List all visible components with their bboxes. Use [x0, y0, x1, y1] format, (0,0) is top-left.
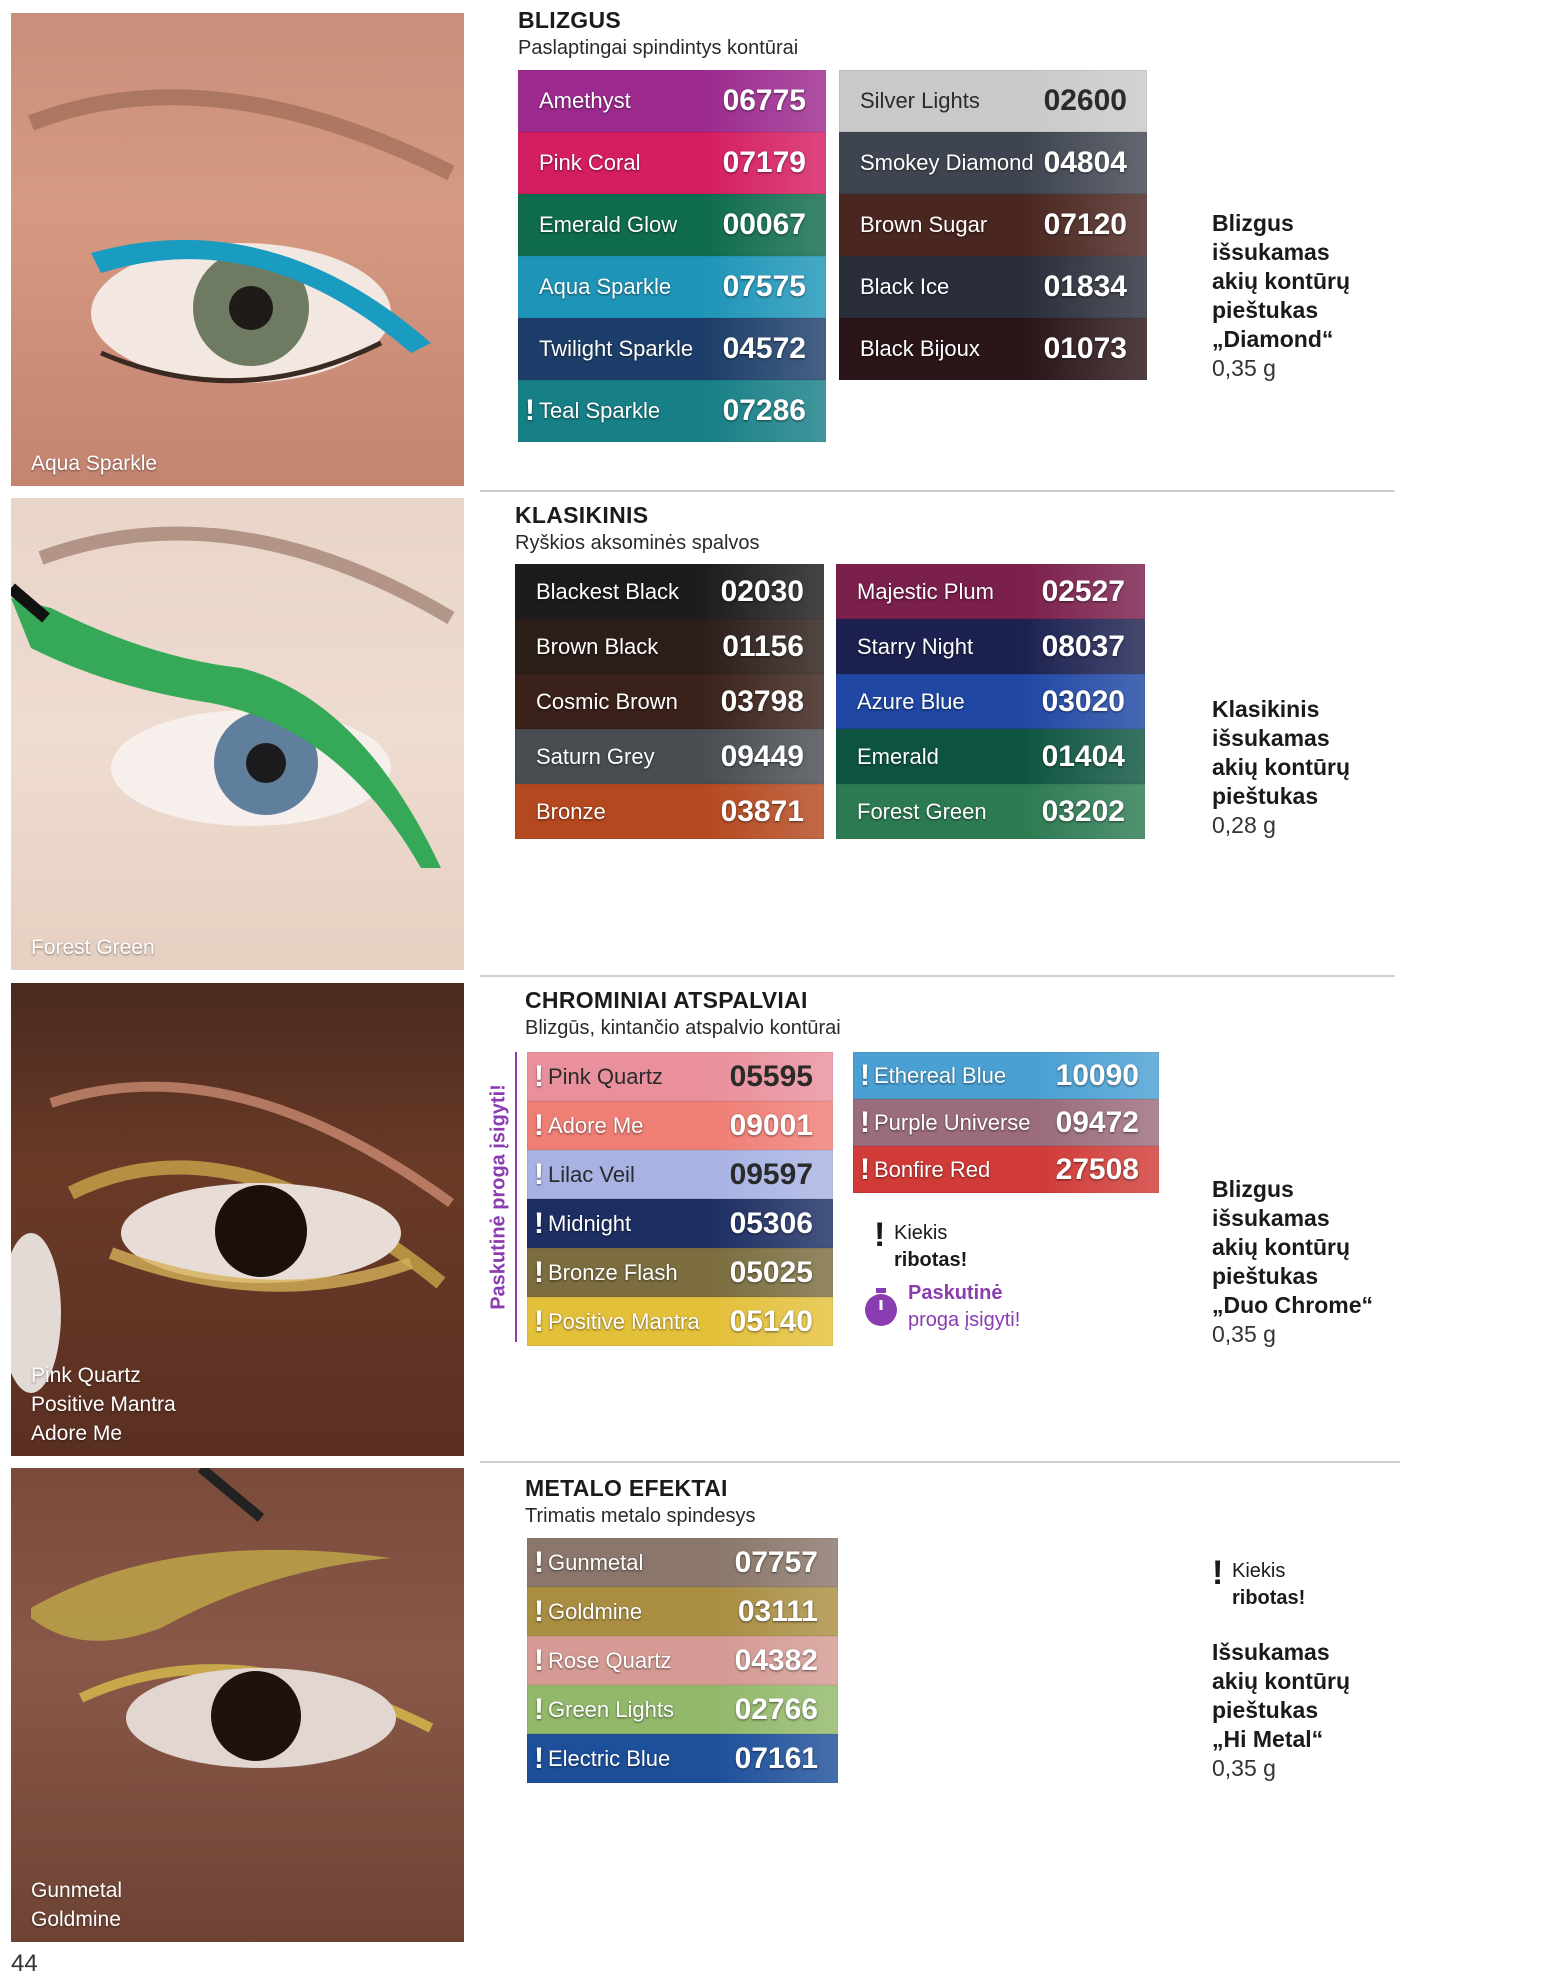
- product-weight: 0,35 g: [1212, 355, 1276, 381]
- shade-name: Ethereal Blue: [874, 1062, 1007, 1088]
- product-name-line: pieštukas: [1212, 783, 1319, 809]
- shade-code: 07757: [734, 1545, 818, 1579]
- exclamation-icon: !: [534, 1304, 544, 1338]
- shade-code: 04572: [722, 332, 806, 365]
- shade-list: [527, 1052, 833, 1346]
- shade-list: [836, 564, 1145, 839]
- last-chance-note: Paskutinė proga įsigyti!: [862, 1280, 1020, 1334]
- section-divider: [480, 975, 1395, 977]
- shade-swatch: [853, 1052, 1159, 1099]
- photo-caption: Pink Quartz Positive Mantra Adore Me: [31, 1364, 176, 1445]
- photo-caption: Aqua Sparkle: [31, 452, 158, 475]
- shade-code: 05306: [729, 1206, 813, 1240]
- product-name-line: išsukamas: [1212, 725, 1330, 751]
- exclamation-icon: !: [534, 1594, 544, 1628]
- shade-code: 09001: [729, 1108, 813, 1142]
- shade-code: 09449: [720, 739, 804, 773]
- shade-swatch: [527, 1101, 833, 1150]
- shade-swatch: [527, 1636, 838, 1685]
- shade-code: 01834: [1043, 270, 1127, 303]
- product-weight: 0,35 g: [1212, 1321, 1276, 1347]
- shade-name: Bronze: [536, 798, 606, 824]
- shade-swatch: [518, 380, 826, 442]
- exclamation-icon: !: [534, 1643, 544, 1677]
- shade-code: 02766: [734, 1692, 818, 1726]
- shade-code: 03798: [720, 684, 804, 718]
- shade-swatch: [839, 194, 1147, 256]
- eye-illustration: [11, 13, 464, 486]
- product-name-line: akių kontūrų: [1212, 1234, 1351, 1260]
- shade-swatch: [839, 70, 1147, 132]
- product-description: [1212, 1175, 1373, 1349]
- shade-code: 07120: [1043, 208, 1127, 241]
- shade-swatch: [527, 1199, 833, 1248]
- shade-code: 07575: [722, 270, 806, 303]
- shade-name: Forest Green: [857, 798, 987, 824]
- section-subtitle: Paslaptingai spindintys kontūrai: [518, 37, 799, 59]
- shade-code: 02527: [1041, 574, 1125, 608]
- product-name-line: Išsukamas: [1212, 1639, 1330, 1665]
- shade-swatch: [518, 318, 826, 380]
- shade-code: 27508: [1055, 1152, 1139, 1186]
- shade-code: 01404: [1041, 739, 1125, 773]
- product-name-line: „Diamond“: [1212, 326, 1334, 352]
- shade-name: Smokey Diamond: [860, 150, 1034, 175]
- shade-list: [853, 1052, 1159, 1193]
- shade-list: [518, 70, 826, 442]
- shade-swatch: [853, 1099, 1159, 1146]
- shade-swatch: [527, 1685, 838, 1734]
- product-name-line: išsukamas: [1212, 239, 1330, 265]
- shade-name: Brown Black: [536, 633, 659, 659]
- shade-name: Brown Sugar: [860, 212, 988, 237]
- shade-swatch: [527, 1734, 838, 1783]
- eye-photo-aqua: [11, 13, 464, 486]
- photo-caption: Gunmetal Goldmine: [31, 1879, 123, 1931]
- product-description: [1212, 209, 1350, 383]
- exclamation-icon: !: [525, 394, 535, 427]
- product-name-line: išsukamas: [1212, 1205, 1330, 1231]
- exclamation-icon: !: [534, 1108, 544, 1142]
- shade-name: Pink Quartz: [548, 1063, 663, 1089]
- product-name-line: pieštukas: [1212, 1263, 1319, 1289]
- shade-code: 01156: [722, 629, 804, 663]
- shade-code: 05140: [729, 1304, 813, 1338]
- exclamation-icon: !: [860, 1105, 870, 1139]
- shade-name: Bronze Flash: [548, 1259, 678, 1285]
- shade-name: Positive Mantra: [548, 1308, 700, 1334]
- shade-name: Twilight Sparkle: [539, 336, 694, 361]
- shade-swatch: [515, 784, 824, 839]
- eye-photo-metal: [11, 1468, 464, 1942]
- shade-code: 00067: [722, 208, 806, 241]
- product-name-line: Blizgus: [1212, 1176, 1294, 1202]
- shade-name: Midnight: [548, 1210, 632, 1236]
- exclamation-icon: !: [534, 1741, 544, 1775]
- shade-name: Azure Blue: [857, 688, 965, 714]
- shade-code: 10090: [1055, 1058, 1139, 1092]
- exclamation-icon: !: [534, 1206, 544, 1240]
- limited-quantity-note: ! Kiekis ribotas!: [1212, 1554, 1306, 1609]
- shade-swatch: [518, 194, 826, 256]
- shade-code: 02600: [1043, 84, 1127, 117]
- product-description: [1212, 1638, 1350, 1783]
- shade-name: Amethyst: [539, 88, 631, 113]
- photo-caption: Forest Green: [31, 936, 155, 959]
- product-name-line: Blizgus: [1212, 210, 1294, 236]
- shade-swatch: [853, 1146, 1159, 1193]
- shade-name: Pink Coral: [539, 150, 641, 175]
- shade-name: Purple Universe: [874, 1109, 1031, 1135]
- section-subtitle: Ryškios aksominės spalvos: [515, 532, 760, 554]
- exclamation-icon: !: [860, 1152, 870, 1186]
- exclamation-icon: !: [534, 1059, 544, 1093]
- shade-name: Adore Me: [548, 1112, 644, 1138]
- exclamation-icon: !: [1212, 1554, 1224, 1592]
- shade-code: 08037: [1041, 629, 1125, 663]
- shade-swatch: [527, 1297, 833, 1346]
- exclamation-icon: !: [874, 1216, 886, 1254]
- stopwatch-icon: [862, 1286, 902, 1330]
- shade-code: 07179: [722, 146, 806, 179]
- shade-code: 05595: [729, 1059, 813, 1093]
- product-name-line: „Hi Metal“: [1212, 1726, 1324, 1752]
- shade-code: 03111: [737, 1594, 818, 1628]
- shade-swatch: [836, 564, 1145, 619]
- shade-name: Emerald Glow: [539, 212, 678, 237]
- shade-name: Cosmic Brown: [536, 688, 678, 714]
- shade-name: Majestic Plum: [857, 578, 994, 604]
- shade-code: 09597: [729, 1157, 813, 1191]
- shade-name: Bonfire Red: [874, 1156, 991, 1182]
- shade-code: 07286: [722, 394, 806, 427]
- shade-name: Gunmetal: [548, 1549, 644, 1575]
- shade-swatch: [527, 1587, 838, 1636]
- shade-name: Black Ice: [860, 274, 950, 299]
- shade-swatch: [515, 674, 824, 729]
- shade-swatch: [515, 729, 824, 784]
- shade-swatch: [836, 784, 1145, 839]
- shade-code: 04804: [1043, 146, 1127, 179]
- shade-swatch: [527, 1150, 833, 1199]
- shade-swatch: [527, 1538, 838, 1587]
- last-chance-vertical-note: Paskutinė proga įsigyti!: [487, 1084, 510, 1310]
- shade-name: Silver Lights: [860, 88, 980, 113]
- section-title: CHROMINIAI ATSPALVIAI: [525, 987, 808, 1013]
- shade-swatch: [839, 256, 1147, 318]
- vertical-note-rule: [515, 1052, 517, 1342]
- shade-list: [515, 564, 824, 839]
- product-description: [1212, 695, 1350, 840]
- shade-name: Starry Night: [857, 633, 974, 659]
- exclamation-icon: !: [534, 1157, 544, 1191]
- shade-list: [839, 70, 1147, 380]
- product-name-line: pieštukas: [1212, 1697, 1319, 1723]
- section-subtitle: Blizgūs, kintančio atspalvio kontūrai: [525, 1017, 841, 1039]
- page-number: 44: [11, 1950, 38, 1977]
- section-subtitle: Trimatis metalo spindesys: [525, 1505, 756, 1527]
- shade-code: 09472: [1055, 1105, 1139, 1139]
- shade-swatch: [515, 564, 824, 619]
- shade-code: 03020: [1041, 684, 1125, 718]
- shade-swatch: [527, 1052, 833, 1101]
- eye-illustration: [11, 498, 464, 970]
- shade-name: Black Bijoux: [860, 336, 980, 361]
- eye-photo-forest: [11, 498, 464, 970]
- section-divider: [480, 490, 1395, 492]
- shade-swatch: [527, 1248, 833, 1297]
- section-title: BLIZGUS: [518, 7, 622, 33]
- exclamation-icon: !: [860, 1058, 870, 1092]
- shade-code: 01073: [1043, 332, 1127, 365]
- shade-code: 04382: [734, 1643, 818, 1677]
- exclamation-icon: !: [534, 1255, 544, 1289]
- product-name-line: pieštukas: [1212, 297, 1319, 323]
- shade-code: 03202: [1041, 794, 1125, 828]
- section-title: METALO EFEKTAI: [525, 1475, 728, 1501]
- product-weight: 0,28 g: [1212, 812, 1276, 838]
- shade-swatch: [836, 674, 1145, 729]
- shade-swatch: [518, 70, 826, 132]
- shade-name: Green Lights: [548, 1696, 674, 1722]
- shade-name: Emerald: [857, 743, 939, 769]
- product-name-line: akių kontūrų: [1212, 268, 1351, 294]
- product-weight: 0,35 g: [1212, 1755, 1276, 1781]
- shade-name: Aqua Sparkle: [539, 274, 672, 299]
- shade-swatch: [518, 256, 826, 318]
- section-divider: [480, 1461, 1400, 1463]
- shade-name: Blackest Black: [536, 578, 680, 604]
- shade-name: Goldmine: [548, 1598, 643, 1624]
- shade-name: Saturn Grey: [536, 743, 655, 769]
- shade-code: 02030: [720, 574, 804, 608]
- shade-swatch: [515, 619, 824, 674]
- shade-code: 06775: [722, 84, 806, 117]
- shade-list: [527, 1538, 838, 1783]
- shade-code: 05025: [729, 1255, 813, 1289]
- shade-swatch: [839, 132, 1147, 194]
- eye-illustration: [11, 1468, 464, 1942]
- exclamation-icon: !: [534, 1692, 544, 1726]
- product-name-line: akių kontūrų: [1212, 754, 1351, 780]
- product-name-line: akių kontūrų: [1212, 1668, 1351, 1694]
- shade-swatch: [839, 318, 1147, 380]
- shade-name: Rose Quartz: [548, 1647, 672, 1673]
- product-name-line: Klasikinis: [1212, 696, 1320, 722]
- shade-name: Electric Blue: [548, 1745, 671, 1771]
- section-title: KLASIKINIS: [515, 502, 649, 528]
- product-name-line: „Duo Chrome“: [1212, 1292, 1373, 1318]
- shade-swatch: [836, 619, 1145, 674]
- shade-code: 07161: [734, 1741, 818, 1775]
- shade-name: Lilac Veil: [548, 1161, 635, 1187]
- shade-swatch: [836, 729, 1145, 784]
- shade-name: Teal Sparkle: [539, 398, 661, 423]
- exclamation-icon: !: [534, 1545, 544, 1579]
- shade-code: 03871: [720, 794, 804, 828]
- shade-swatch: [518, 132, 826, 194]
- limited-quantity-note: ! Kiekis ribotas!: [874, 1216, 968, 1271]
- eye-photo-chrome: [11, 983, 464, 1456]
